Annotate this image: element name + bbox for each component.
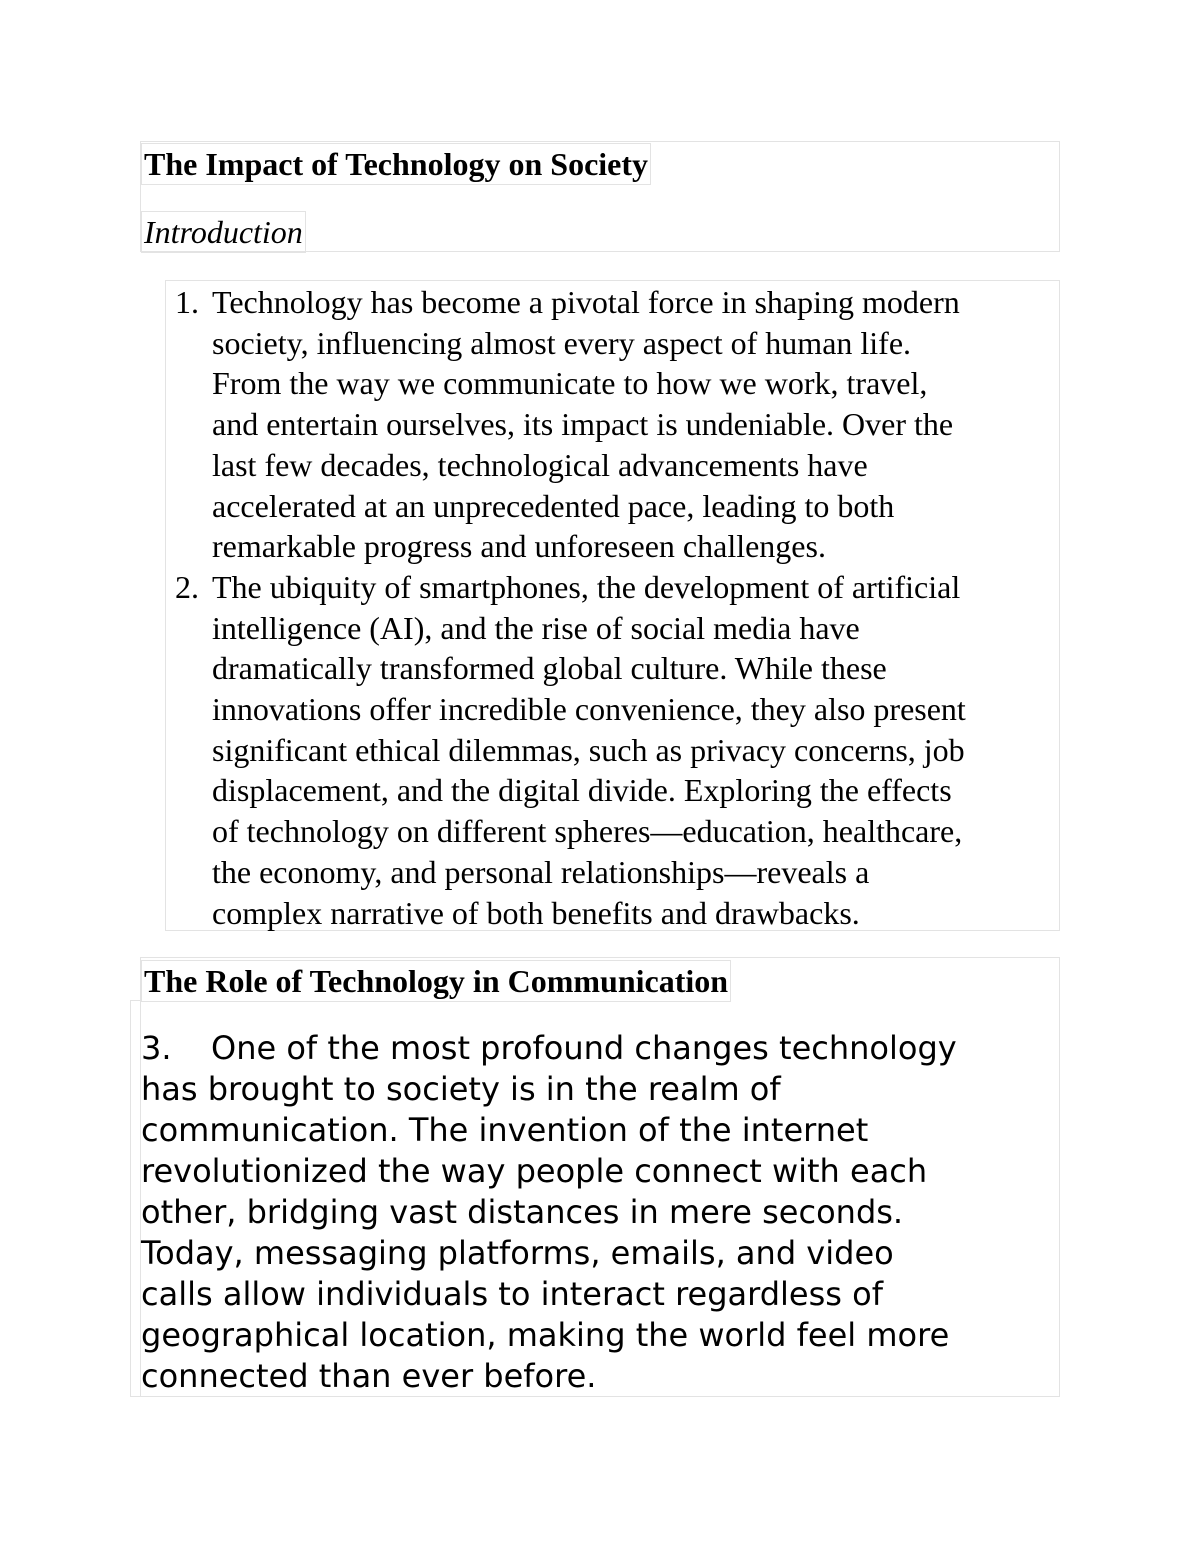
list-item-line: From the way we communicate to how we work, travel, [212,365,928,402]
list-item-line: Technology has become a pivotal force in shaping modern [212,284,960,320]
list-item-number: 2. [175,568,199,605]
list-item-line: complex narrative of both benefits and drawbacks. [212,894,860,931]
list-item [175,282,1062,567]
document-title: The Impact of Technology on Society [141,143,651,185]
list-item-line: of technology on different spheres—education, healthcare, [212,813,963,850]
paragraph-line: communication. The invention of the internet [141,1111,869,1149]
list-item-line: and entertain ourselves, its impact is undeniable. Over the [212,406,954,443]
paragraph-line: geographical location, making the world feel more [141,1316,950,1354]
paragraph-line: connected than ever before. [141,1357,597,1395]
list-item-line: innovations offer incredible convenience, they also present [212,691,966,728]
list-item-line: The ubiquity of smartphones, the development of artificial [212,568,961,605]
introduction-list [175,282,1062,933]
list-item [175,567,1062,933]
list-item-line: the economy, and personal relationships—reveals a [212,853,870,890]
list-item-line: displacement, and the digital divide. Exploring the effects [212,772,952,809]
list-item-line: remarkable progress and unforeseen challenges. [212,528,826,565]
list-item-line: intelligence (AI), and the rise of social media have [212,609,860,646]
list-item-number: 1. [175,284,199,320]
paragraph-number: 3. [141,1029,172,1067]
paragraph-line: Today, messaging platforms, emails, and video [141,1234,894,1272]
list-item-line: last few decades, technological advancements have [212,446,868,483]
paragraph-line: has brought to society is in the realm of [141,1070,781,1108]
list-item-line: accelerated at an unprecedented pace, leading to both [212,487,895,524]
paragraph-line: calls allow individuals to interact regardless of [141,1275,883,1313]
paragraph-line [141,1028,1061,1069]
section-heading: The Role of Technology in Communication [141,960,731,1002]
list-item-line: significant ethical dilemmas, such as privacy concerns, job [212,731,965,768]
section-paragraph [141,1028,1061,1397]
introduction-heading: Introduction [141,211,306,253]
list-item-line: society, influencing almost every aspect of human life. [212,324,912,361]
paragraph-line-text: One of the most profound changes technology [211,1029,957,1067]
paragraph-line: revolutionized the way people connect with each [141,1152,928,1190]
list-item-line: dramatically transformed global culture. While these [212,650,887,687]
paragraph-line: other, bridging vast distances in mere seconds. [141,1193,904,1231]
